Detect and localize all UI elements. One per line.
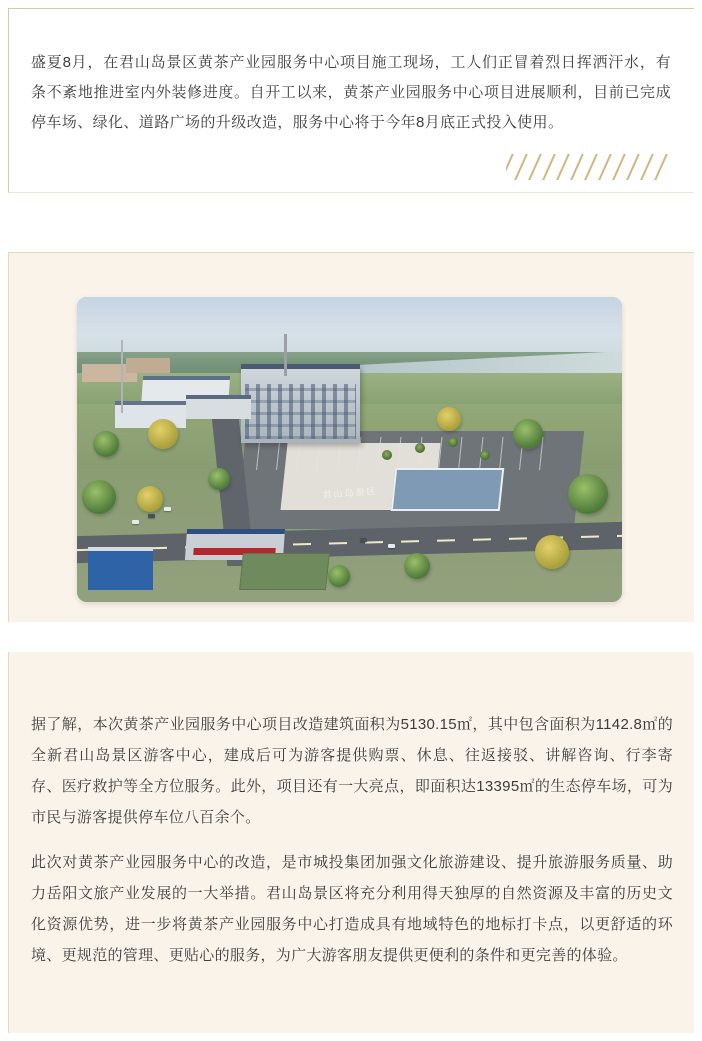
photo-tree [137, 486, 163, 512]
photo-chimney [284, 334, 287, 377]
photo-car [388, 544, 395, 548]
site-aerial-photo [77, 297, 622, 602]
photo-tree [568, 474, 608, 514]
photo-sports-court [391, 468, 504, 511]
photo-palm [480, 450, 490, 460]
photo-tree [535, 535, 569, 569]
photo-tree [513, 419, 543, 449]
diagonal-stripes-decoration [506, 154, 676, 180]
photo-card [8, 252, 694, 622]
body-card [8, 652, 694, 1033]
photo-palm [448, 437, 458, 447]
photo-tree [148, 419, 178, 449]
photo-service-center-building [241, 364, 361, 443]
photo-green-roof-shed [239, 553, 330, 590]
photo-car [132, 520, 139, 524]
photo-car [148, 514, 155, 518]
photo-car [360, 538, 367, 542]
intro-card [8, 8, 694, 193]
intro-paragraph: 盛夏8月，在君山岛景区黄茶产业园服务中心项目施工现场，工人们正冒着烈日挥洒汗水，有条不紊地推进室内外装修进度。自开工以来，黄茶产业园服务中心项目进展顺利，目前已完成停车场、绿化、道路广场的升级改造，服务中心将于今年8月底正式投入使用。 [31, 54, 671, 131]
photo-tree [328, 565, 350, 587]
photo-west-building-3 [186, 395, 251, 419]
photo-palm [382, 450, 392, 460]
photo-tree [437, 407, 461, 431]
photo-sky [77, 297, 622, 358]
photo-tree [404, 553, 430, 579]
photo-antenna-mast [121, 340, 123, 413]
photo-tree [208, 468, 230, 490]
body-paragraph-1: 据了解，本次黄茶产业园服务中心项目改造建筑面积为5130.15㎡，其中包含面积为1142.8㎡的全新君山岛景区游客中心，建成后可为游客提供购票、休息、往返接驳、讲解咨询、行李寄存、医疗救护等全方位服务。此外，项目还有一大亮点，即面积达13395㎡的生态停车场，可为市民与游客提供停车位八百余个。 [31, 716, 673, 826]
photo-blue-building [88, 547, 153, 590]
photo-watermark: 君山岛景区 [321, 486, 378, 500]
photo-car [164, 507, 171, 511]
photo-village-house-2 [126, 358, 170, 373]
body-paragraph-2: 此次对黄茶产业园服务中心的改造，是市城投集团加强文化旅游建设、提升旅游服务质量、助力岳阳文旅产业发展的一大举措。君山岛景区将充分利用得天独厚的自然资源及丰富的历史文化资源优势，进一步将黄茶产业园服务中心打造成具有地域特色的地标打卡点，以更舒适的环境、更规范的管理、更贴心的服务，为广大游客朋友提供更便利的条件和更完善的体验。 [31, 854, 673, 964]
